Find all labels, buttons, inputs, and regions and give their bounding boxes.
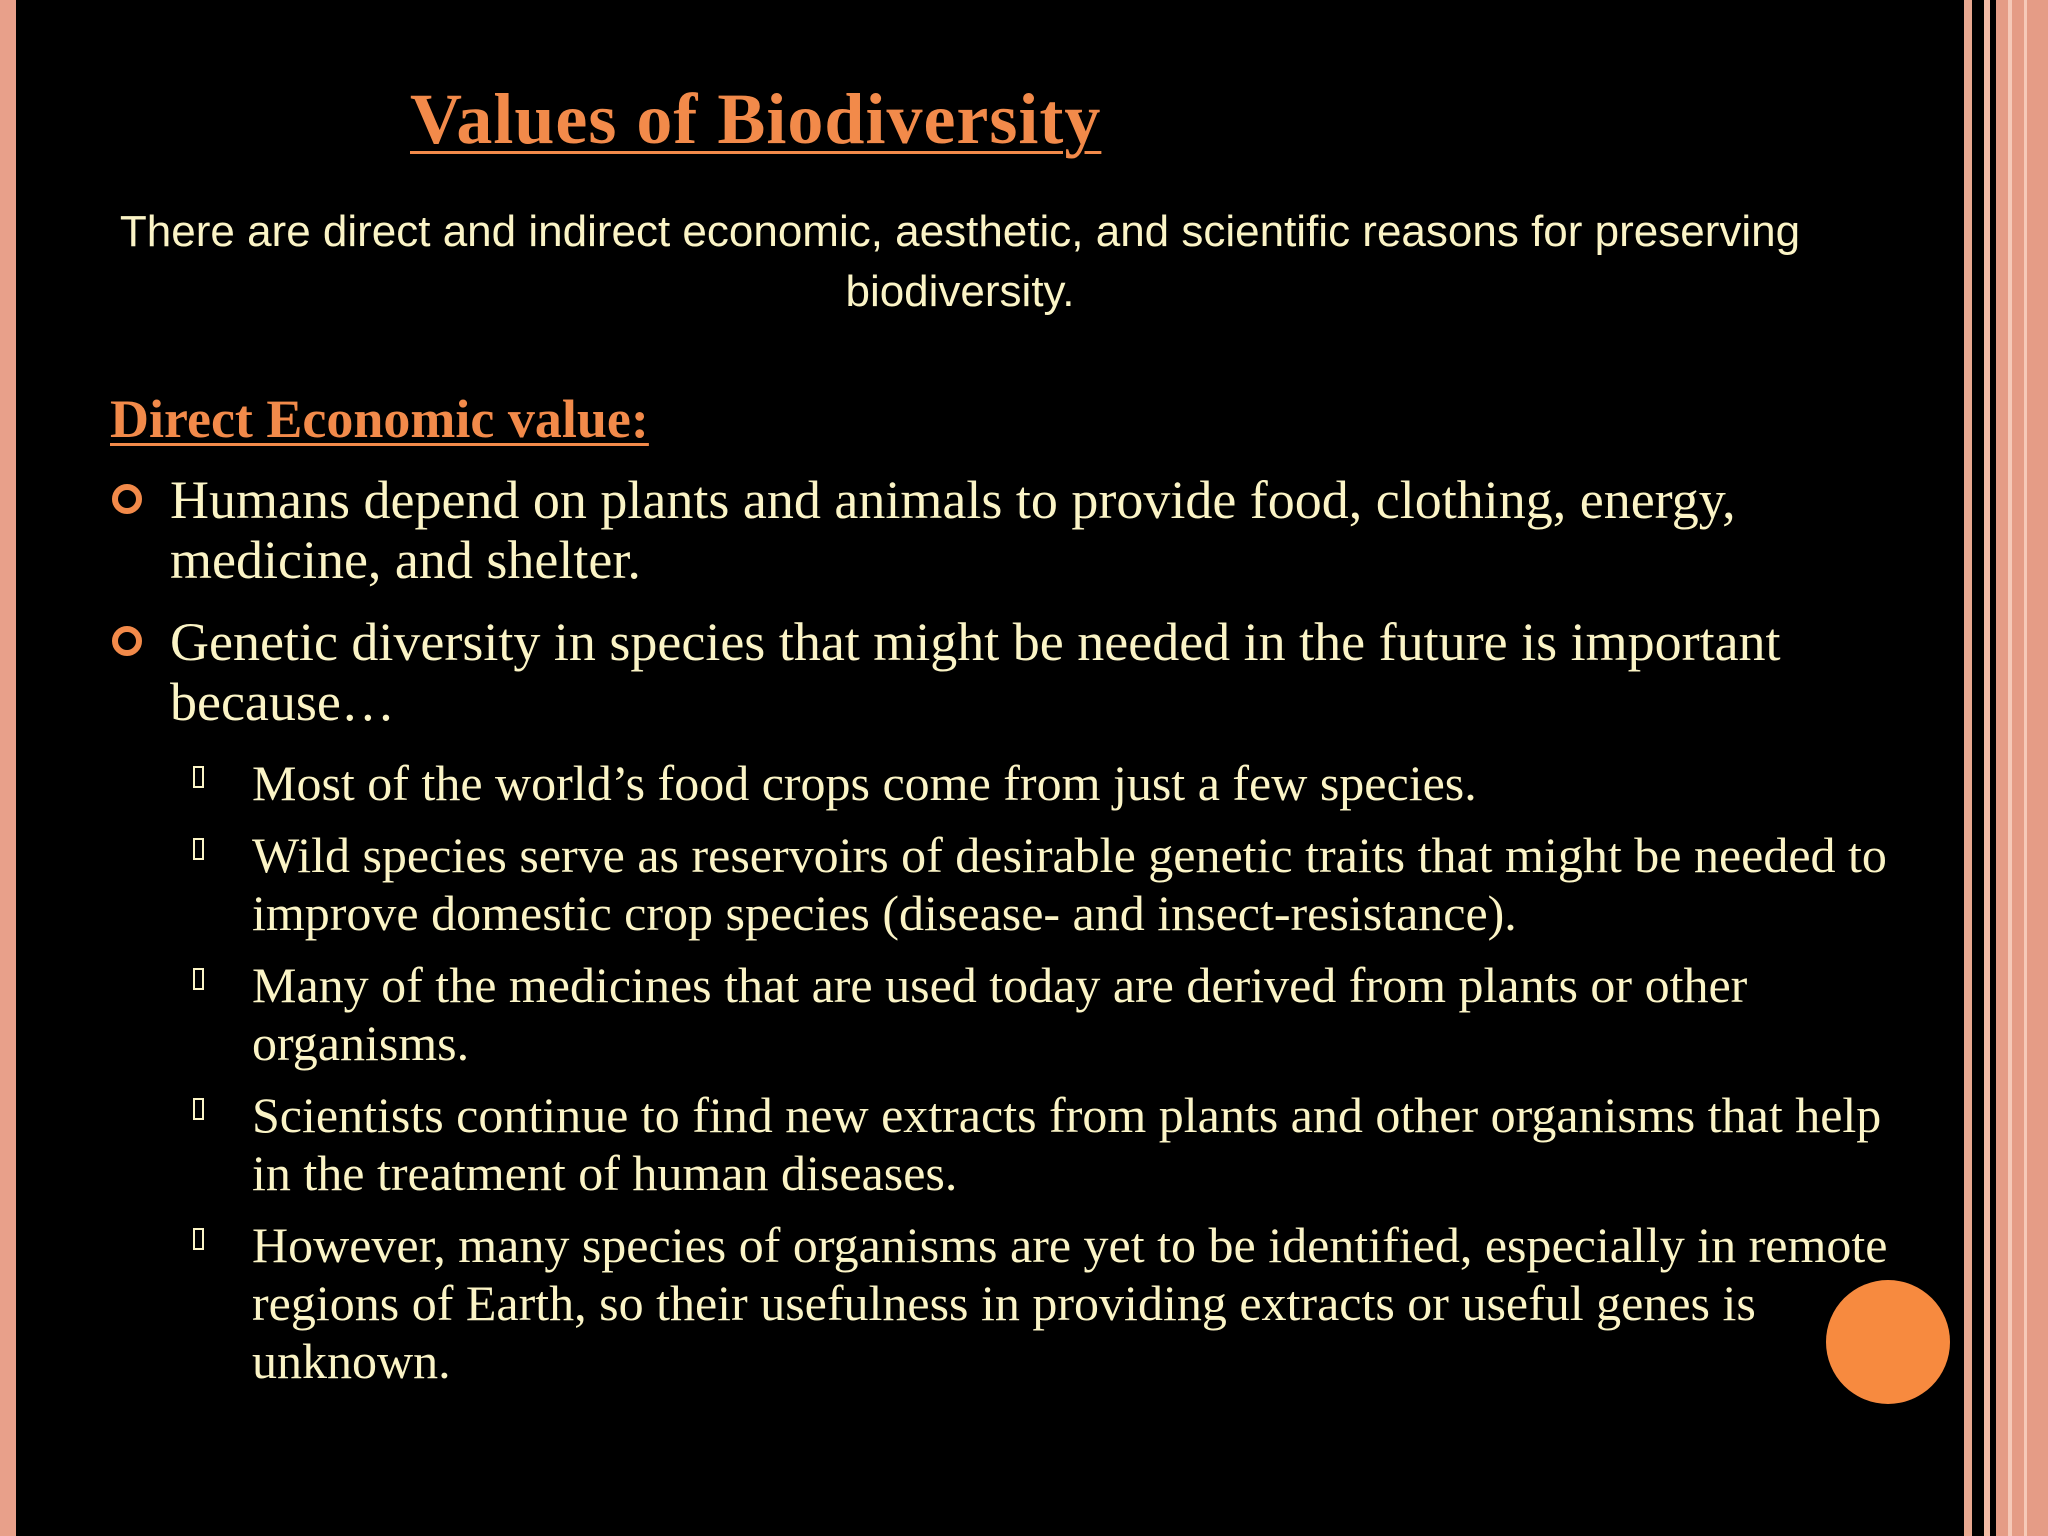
bullet-list xyxy=(110,470,1890,732)
box-bullet-icon xyxy=(193,1098,204,1120)
sub-bullet-list xyxy=(110,754,1890,1390)
ring-bullet-icon xyxy=(112,626,142,656)
sub-list-item xyxy=(110,1216,1890,1390)
sub-list-item xyxy=(110,754,1890,812)
right-decorative-stripes xyxy=(1964,0,2048,1536)
sub-bullet-text: Scientists continue to find new extracts from plants and other organisms that help in the treatment of human diseases. xyxy=(252,1087,1882,1201)
sub-bullet-text: However, many species of organisms are yet to be identified, especially in remote regions of Earth, so their usefulness in providing extracts or useful genes is unknown. xyxy=(252,1217,1888,1389)
box-bullet-icon xyxy=(193,766,204,788)
sub-list-item xyxy=(110,956,1890,1072)
box-bullet-icon xyxy=(193,968,204,990)
left-decorative-border xyxy=(0,0,16,1536)
list-item xyxy=(110,470,1890,590)
section-heading: Direct Economic value: xyxy=(110,389,649,449)
sub-list-item xyxy=(110,1086,1890,1202)
ring-bullet-icon xyxy=(112,484,142,514)
box-bullet-icon xyxy=(193,1228,204,1250)
sub-bullet-text: Many of the medicines that are used today are derived from plants or other organisms. xyxy=(252,957,1748,1071)
bullet-text: Genetic diversity in species that might be needed in the future is important because… xyxy=(170,612,1781,732)
sub-list-item xyxy=(110,826,1890,942)
bullet-text: Humans depend on plants and animals to provide food, clothing, energy, medicine, and shelter. xyxy=(170,470,1736,590)
sub-bullet-text: Most of the world’s food crops come from just a few species. xyxy=(252,755,1477,811)
slide-title: Values of Biodiversity xyxy=(410,79,1102,159)
sub-bullet-text: Wild species serve as reservoirs of desirable genetic traits that might be needed to improve domestic crop species (disease- and insect-resistance). xyxy=(252,827,1887,941)
box-bullet-icon xyxy=(193,838,204,860)
intro-text: There are direct and indirect economic, aesthetic, and scientific reasons for preserving biodiversity. xyxy=(119,207,1801,316)
list-item xyxy=(110,612,1890,732)
orange-circle-icon xyxy=(1826,1280,1950,1404)
bullet-content xyxy=(110,470,1890,1404)
